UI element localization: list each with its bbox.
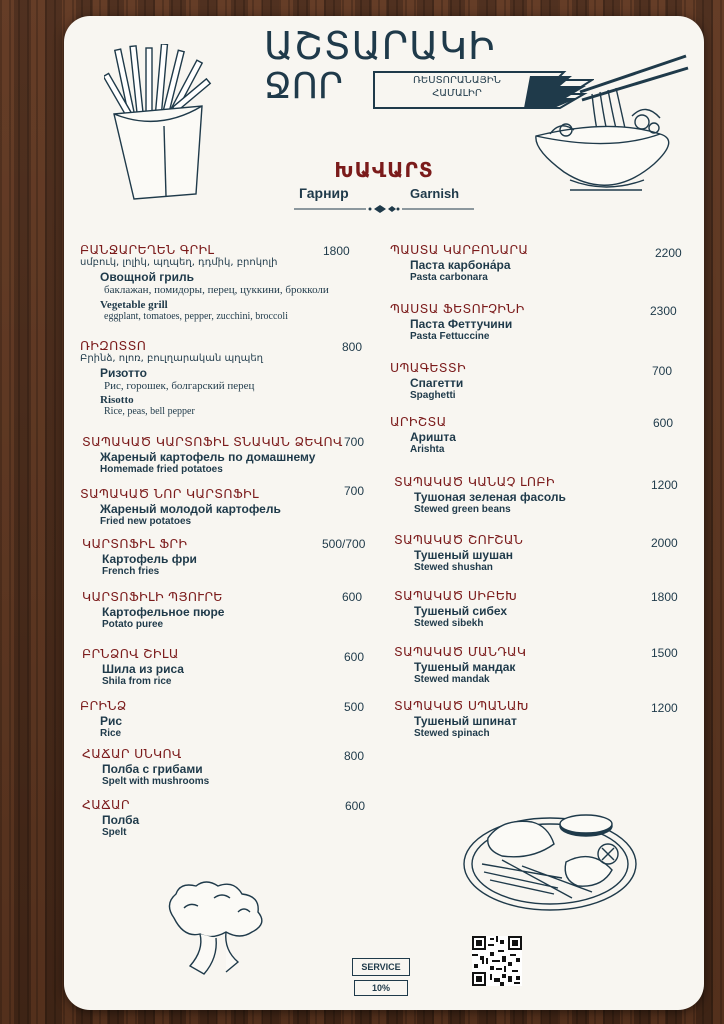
item-name-english: Rice	[100, 728, 122, 739]
item-name-armenian: ՊԱՍՏԱ ՖԵՏՈՒՉԻՆԻ	[390, 301, 525, 316]
item-name-russian: Тушеный шпинат	[414, 714, 517, 728]
menu-item	[82, 797, 139, 838]
item-name-armenian: ԲՐՆՁՈՎ ՇԻԼԱ	[82, 646, 179, 661]
item-name-russian: Картофельное пюре	[102, 605, 225, 619]
item-name-russian: Картофель фри	[102, 552, 197, 566]
item-name-english: Vegetable grill	[100, 299, 168, 311]
subtitle-russian: Гарнир	[299, 185, 349, 201]
item-name-english: Stewed green beans	[414, 504, 511, 515]
item-name-armenian: ՀԱՃԱՐ	[82, 797, 130, 812]
logo-subtitle	[392, 74, 522, 100]
item-name-armenian: ՌԻԶՈՏՏՈ	[80, 338, 147, 353]
item-price: 800	[344, 749, 365, 763]
menu-item	[394, 532, 523, 573]
item-price: 600	[653, 416, 674, 430]
service-value: 10%	[354, 980, 408, 996]
item-name-armenian: ԲԱՆՋԱՐԵՂԵՆ ԳՐԻԼ	[80, 242, 215, 257]
item-price: 700	[652, 364, 673, 378]
item-price: 1800	[651, 590, 678, 604]
item-name-russian: Рис	[100, 714, 123, 728]
logo-sub-line-2: ՀԱՄԱԼԻՐ	[432, 88, 482, 99]
item-name-armenian: ՏԱՊԱԿԱԾ ՄԱՆԴԱԿ	[394, 644, 527, 659]
menu-item	[390, 360, 466, 401]
item-price: 2000	[651, 536, 678, 550]
item-name-english: Risotto	[100, 394, 134, 406]
item-name-english: Stewed shushan	[414, 562, 493, 573]
item-name-armenian: ՏԱՊԱԿԱԾ ՇՈՒՇԱՆ	[394, 532, 524, 547]
item-name-english: Homemade fried potatoes	[100, 464, 223, 475]
item-price: 1500	[651, 646, 678, 660]
item-name-armenian: ԿԱՐՏՈՖԻԼԻ ՊՅՈՒՐԵ	[82, 589, 223, 604]
menu-item	[80, 486, 281, 527]
item-name-russian: Полба	[102, 813, 140, 827]
item-name-english: Fried new potatoes	[100, 516, 192, 527]
item-name-english: Pasta carbonara	[410, 272, 488, 283]
item-description-english: eggplant, tomatoes, pepper, zucchini, broccoli	[104, 311, 288, 322]
item-name-english: Stewed sibekh	[414, 618, 484, 629]
logo-sub-line-1: ՌԵՍՏՈՐԱՆԱՅԻՆ	[413, 75, 501, 86]
item-description-russian: Рис, горошек, болгарский перец	[104, 380, 255, 392]
item-name-armenian: ԲՐԻՆՁ	[80, 698, 127, 713]
item-price: 2300	[650, 304, 677, 318]
menu-item	[394, 588, 517, 629]
item-name-english: Potato puree	[102, 619, 164, 630]
item-name-armenian: ՏԱՊԱԿԱԾ ՆՈՐ ԿԱՐՏՈՖԻԼ	[80, 486, 259, 501]
menu-item	[82, 746, 209, 787]
page-title: ԽԱՎԱՐՏ	[334, 158, 434, 182]
item-name-russian: Полба с грибами	[102, 762, 203, 776]
item-name-armenian: ՊԱՍՏԱ ԿԱՐԲՈՆԱՐԱ	[390, 242, 529, 257]
service-charge-badge	[352, 958, 410, 998]
logo-line-2: ՋՈՐ	[264, 66, 343, 107]
menu-item	[82, 434, 343, 475]
item-price: 600	[342, 590, 363, 604]
item-name-english: Spaghetti	[410, 390, 456, 401]
menu-item	[390, 301, 525, 342]
logo-line-1: ԱՇՏԱՐԱԿԻ	[264, 24, 496, 68]
item-name-english: Pasta Fettuccine	[410, 331, 490, 342]
item-name-armenian: ԱՐԻՇՏԱ	[390, 414, 447, 429]
item-price: 600	[345, 799, 366, 813]
ornament-divider	[294, 204, 474, 214]
item-name-russian: Спагетти	[410, 376, 464, 390]
item-name-english: Spelt with mushrooms	[102, 776, 210, 787]
item-price: 1200	[651, 701, 678, 715]
menu-item	[80, 242, 329, 322]
item-price: 500/700	[322, 537, 366, 551]
broccoli-icon	[160, 878, 270, 978]
menu-item	[80, 338, 263, 417]
item-price: 700	[344, 435, 365, 449]
item-price: 1200	[651, 478, 678, 492]
item-price: 700	[344, 484, 365, 498]
item-price: 1800	[323, 244, 350, 258]
menu-item	[390, 414, 456, 455]
item-price: 2200	[655, 246, 682, 260]
item-price: 500	[344, 700, 365, 714]
menu-card	[64, 16, 704, 1010]
fish-and-chips-plate-icon	[462, 808, 640, 914]
item-name-armenian: ՏԱՊԱԿԱԾ ՍԻԲԵԽ	[394, 588, 517, 603]
item-name-english: Arishta	[410, 444, 445, 455]
item-name-english: Stewed spinach	[414, 728, 490, 739]
item-name-armenian: ՏԱՊԱԿԱԾ ՍՊԱՆԱԽ	[394, 698, 529, 713]
item-name-english: French fries	[102, 566, 160, 577]
subtitle-english: Garnish	[410, 186, 460, 201]
item-price: 600	[344, 650, 365, 664]
item-name-russian: Паста карбона́ра	[410, 258, 511, 272]
item-name-russian: Тушоная зеленая фасоль	[414, 490, 566, 504]
item-name-armenian: ՏԱՊԱԿԱԾ ԿԱՆԱՉ ԼՈԲԻ	[394, 474, 555, 489]
menu-item	[82, 646, 184, 687]
item-name-armenian: ԿԱՐՏՈՖԻԼ ՖՐԻ	[82, 536, 188, 551]
item-name-russian: Ризотто	[100, 366, 148, 380]
service-label: SERVICE	[352, 958, 410, 976]
item-name-russian: Паста Феттучини	[410, 317, 513, 331]
item-name-russian: Тушеный шушан	[414, 548, 514, 562]
qr-code-icon[interactable]	[472, 936, 522, 986]
item-name-russian: Тушеный мандак	[414, 660, 516, 674]
item-name-armenian: ՏԱՊԱԿԱԾ ԿԱՐՏՈՖԻԼ ՏՆԱԿԱՆ ՁԵՎՈՎ	[82, 434, 343, 449]
menu-item	[82, 536, 197, 577]
menu-item	[394, 474, 566, 515]
item-name-russian: Овощной гриль	[100, 270, 195, 284]
item-name-russian: Шила из риса	[102, 662, 184, 676]
item-description-armenian: Բրինձ, ոլոռ, բուլղարական պղպեղ	[80, 353, 264, 364]
item-name-russian: Ариштa	[410, 430, 456, 444]
item-description-russian: баклажан, помидоры, перец, цуккини, брокколи	[104, 284, 329, 296]
item-description-english: Rice, peas, bell pepper	[104, 406, 195, 417]
menu-item	[390, 242, 528, 283]
item-name-english: Stewed mandak	[414, 674, 490, 685]
menu-item	[82, 589, 224, 630]
item-name-russian: Тушеный сибех	[414, 604, 508, 618]
menu-item	[80, 698, 127, 739]
item-name-english: Spelt	[102, 827, 127, 838]
menu-item	[394, 644, 526, 685]
item-name-armenian: ՀԱՃԱՐ ՍՆԿՈՎ	[82, 746, 182, 761]
item-name-english: Shila from rice	[102, 676, 172, 687]
item-name-armenian: ՍՊԱԳԵՏՏԻ	[390, 360, 466, 375]
item-name-russian: Жареный картофель по домашнему	[100, 450, 316, 464]
menu-item	[394, 698, 529, 739]
item-name-russian: Жареный молодой картофель	[100, 502, 281, 516]
item-description-armenian: սմբուկ, լոլիկ, պղպեղ, դդմիկ, բրոկոլի	[80, 257, 278, 268]
item-price: 800	[342, 340, 363, 354]
